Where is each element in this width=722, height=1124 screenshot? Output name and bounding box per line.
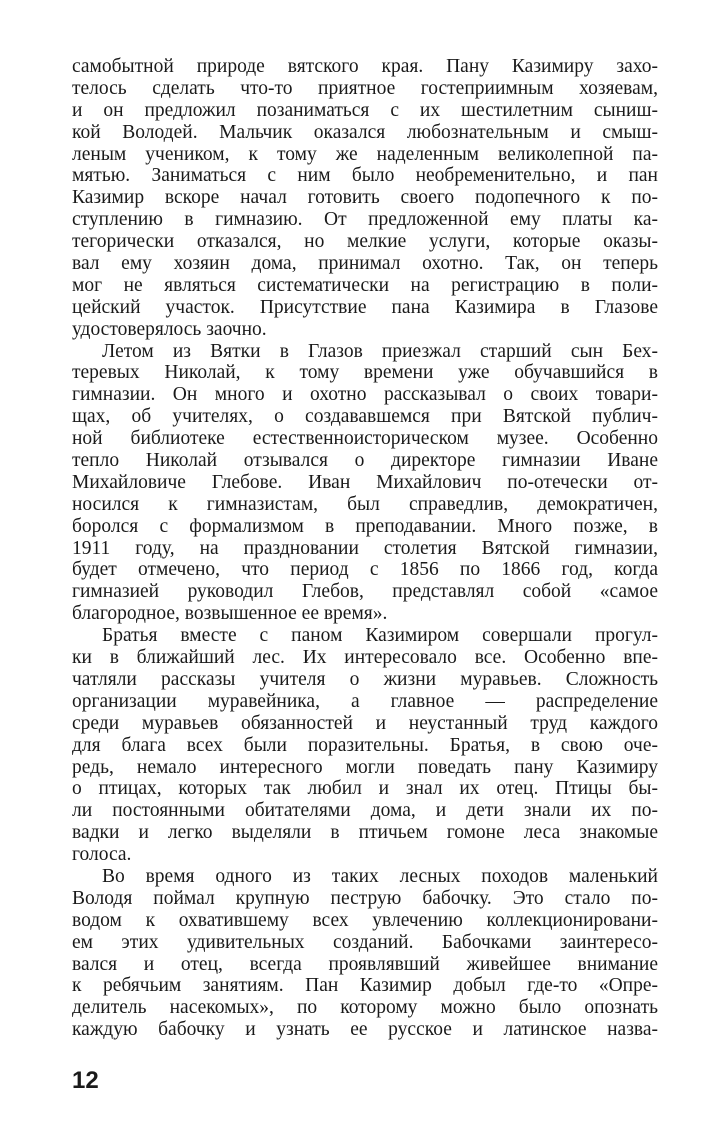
text-line: делитель насекомых», по которому можно было опознать xyxy=(72,997,658,1019)
text-line: ки в ближайший лес. Их интересовало все. Особенно впе- xyxy=(72,647,658,669)
text-line: Братья вместе с паном Казимиром совершали прогул- xyxy=(102,625,658,647)
text-line: леным учеником, к тому же наделенным великолепной па- xyxy=(72,143,658,165)
text-line: организации муравейника, а главное — распределение xyxy=(72,690,658,712)
text-line: Летом из Вятки в Глазов приезжал старший сын Бех- xyxy=(102,340,658,362)
text-line: тепло Николай отзывался о директоре гимназии Иване xyxy=(72,450,658,472)
text-line: к ребячьим занятиям. Пан Казимир добыл где-то «Опре- xyxy=(72,975,658,997)
text-line: боролся с формализмом в преподавании. Много позже, в xyxy=(72,515,658,537)
text-line: вал ему хозяин дома, принимал охотно. Так, он теперь xyxy=(72,253,658,275)
text-line: носился к гимназистам, был справедлив, демократичен, xyxy=(72,493,658,515)
text-line: тегорически отказался, но мелкие услуги, которые оказы- xyxy=(72,231,658,253)
text-line: ступлению в гимназию. От предложенной ему платы ка- xyxy=(72,209,658,231)
text-line: ем этих удивительных созданий. Бабочками заинтересо- xyxy=(72,931,658,953)
text-line: мог не являться систематически на регистрацию в поли- xyxy=(72,274,658,296)
text-line: Володя поймал крупную пеструю бабочку. Это стало по- xyxy=(72,887,658,909)
body-text xyxy=(72,56,658,1041)
text-line: теревых Николай, к тому времени уже обучавшийся в xyxy=(72,362,658,384)
text-line: каждую бабочку и узнать ее русское и латинское назва- xyxy=(72,1019,658,1041)
text-line: гимназии. Он много и охотно рассказывал о своих товари- xyxy=(72,384,658,406)
text-line: гимназией руководил Глебов, представлял собой «самое xyxy=(72,581,658,603)
text-line: самобытной природе вятского края. Пану Казимиру захо- xyxy=(72,56,658,77)
text-line: вадки и легко выделяли в птичьем гомоне леса знакомые xyxy=(72,822,658,844)
text-line: вался и отец, всегда проявлявший живейшее внимание xyxy=(72,953,658,975)
text-line: цейский участок. Присутствие пана Казимира в Глазове xyxy=(72,296,658,318)
text-line: мятью. Заниматься с ним было необременительно, и пан xyxy=(72,165,658,187)
text-line: будет отмечено, что период с 1856 по 1866 год, когда xyxy=(72,559,658,581)
text-line: ли постоянными обитателями дома, и дети знали их по- xyxy=(72,800,658,822)
text-line: ной библиотеке естественноисторическом музее. Особенно xyxy=(72,428,658,450)
text-line: чатляли рассказы учителя о жизни муравьев. Сложность xyxy=(72,668,658,690)
text-line: о птицах, которых так любил и знал их отец. Птицы бы- xyxy=(72,778,658,800)
text-line: телось сделать что-то приятное гостеприимным хозяевам, xyxy=(72,77,658,99)
text-line: и он предложил позаниматься с их шестилетним сыниш- xyxy=(72,99,658,121)
text-line: Казимир вскоре начал готовить своего подопечного к по- xyxy=(72,187,658,209)
text-line: кой Володей. Мальчик оказался любознательным и смыш- xyxy=(72,121,658,143)
text-line: голоса. xyxy=(72,844,132,866)
text-line: Михайловиче Глебове. Иван Михайлович по-отечески от- xyxy=(72,471,658,493)
text-line: 1911 году, на праздновании столетия Вятской гимназии, xyxy=(72,537,658,559)
text-line: для блага всех были поразительны. Братья, в свою оче- xyxy=(72,734,658,756)
text-line: водом к охватившему всех увлечению коллекционировани- xyxy=(72,909,658,931)
text-line: среди муравьев обязанностей и неустанный труд каждого xyxy=(72,712,658,734)
text-line: удостоверялось заочно. xyxy=(72,318,267,340)
text-line: редь, немало интересного могли поведать пану Казимиру xyxy=(72,756,658,778)
text-line: щах, об учителях, о создававшемся при Вятской публич- xyxy=(72,406,658,428)
text-line: Во время одного из таких лесных походов маленький xyxy=(102,865,658,887)
text-line: благородное, возвышенное ее время». xyxy=(72,603,388,625)
page-number: 12 xyxy=(72,1067,99,1094)
